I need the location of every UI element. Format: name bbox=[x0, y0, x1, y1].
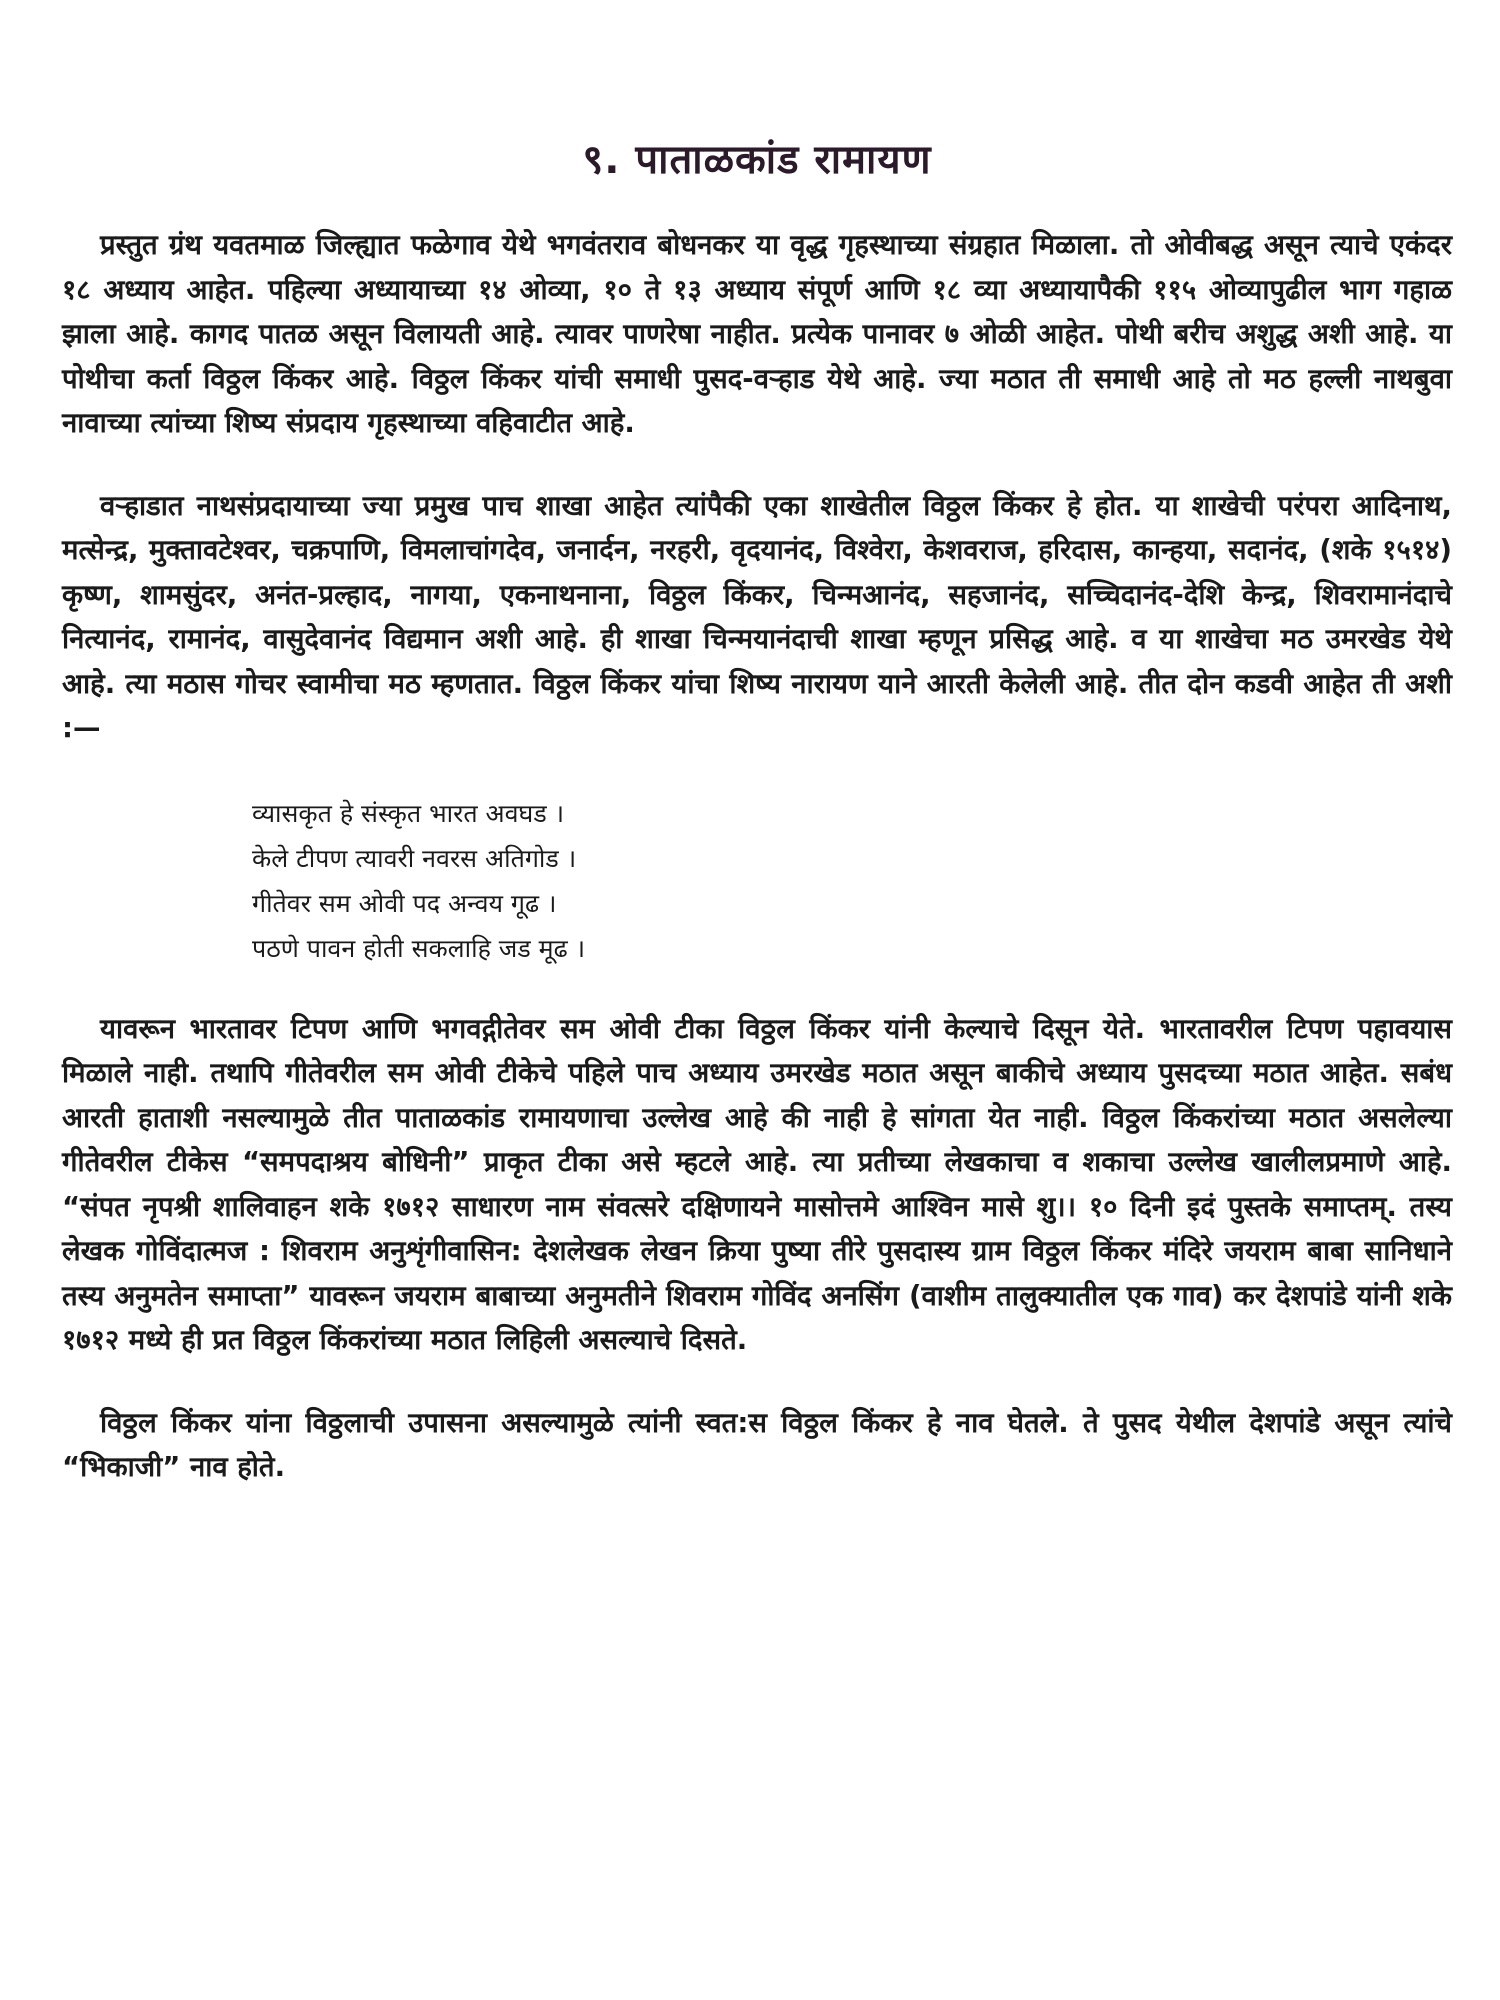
verse-line: व्यासकृत हे संस्कृत भारत अवघड । bbox=[252, 798, 565, 828]
paragraph-lineage: वऱ्हाडात नाथसंप्रदायाच्या ज्या प्रमुख पाच शाखा आहेत त्यांपैकी एका शाखेतील विठ्ठल किंकर हे होत. या शाखेची परंपरा आदिनाथ, मत्सेन्द्र, मुक्तावटेश्वर, चक्रपाणि, विमलाचांगदेव, जनार्दन, नरहरी, वृदयानंद, विश्वेरा, केशवराज, हरिदास, कान्हया, सदानंद, (शके १५१४) कृष्ण, शामसुंदर, अनंत-प्रल्हाद, नागया, एकनाथनाना, विठ्ठल किंकर, चिन्मआनंद, सहजानंद, सच्चिदानंद-देशि केन्द्र, शिवरामानंदाचे नित्यानंद, रामानंद, वासुदेवानंद विद्यमान अशी आहे. ही शाखा चिन्मयानंदाची शाखा म्हणून प्रसिद्ध आहे. व या शाखेचा मठ उमरखेड येथे आहे. त्या मठास गोचर स्वामीचा मठ म्हणतात. विठ्ठल किंकर यांचा शिष्य नारायण याने आरती केलेली आहे. तीत दोन कडवी आहेत ती अशी :— bbox=[62, 489, 1452, 744]
paragraph-gap bbox=[62, 446, 1452, 484]
chapter-title: ९. पाताळकांड रामायण bbox=[582, 137, 932, 183]
paragraph-intro: प्रस्तुत ग्रंथ यवतमाळ जिल्ह्यात फळेगाव येथे भगवंतराव बोधनकर या वृद्ध गृहस्थाच्या संग्रहात मिळाला. तो ओवीबद्ध असून त्याचे एकंदर १८ अध्याय आहेत. पहिल्या अध्यायाच्या १४ ओव्या, १० ते १३ अध्याय संपूर्ण आणि १८ व्या अध्यायापैकी ११५ ओव्यापुढील भाग गहाळ झाला आहे. कागद पातळ असून विलायती आहे. त्यावर पाणरेषा नाहीत. प्रत्येक पानावर ७ ओळी आहेत. पोथी बरीच अशुद्ध अशी आहे. या पोथीचा कर्ता विठ्ठल किंकर आहे. विठ्ठल किंकर यांची समाधी पुसद-वऱ्हाड येथे आहे. ज्या मठात ती समाधी आहे तो मठ हल्ली नाथबुवा नावाच्या त्यांच्या शिष्य संप्रदाय गृहस्थाच्या वहिवाटीत आहे. bbox=[62, 229, 1452, 439]
verse-line: केले टीपण त्यावरी नवरस अतिगोड । bbox=[252, 843, 577, 873]
verse-line: गीतेवर सम ओवी पद अन्वय गूढ । bbox=[252, 888, 557, 918]
paragraph-gap bbox=[62, 1363, 1452, 1401]
paragraph-author-name: विठ्ठल किंकर यांना विठ्ठलाची उपासना असल्यामुळे त्यांनी स्वत:स विठ्ठल किंकर हे नाव घेतले. ते पुसद येथील देशपांडे असून त्यांचे “भिकाजी” नाव होते. bbox=[62, 1406, 1452, 1483]
verse-line: पठणे पावन होती सकलाहि जड मूढ । bbox=[252, 933, 586, 963]
paragraph-commentary: यावरून भारतावर टिपण आणि भगवद्गीतेवर सम ओवी टीका विठ्ठल किंकर यांनी केल्याचे दिसून येते. भारतावरील टिपण पहावयास मिळाले नाही. तथापि गीतेवरील सम ओवी टीकेचे पहिले पाच अध्याय उमरखेड मठात असून बाकीचे अध्याय पुसदच्या मठात आहेत. सबंध आरती हाताशी नसल्यामुळे तीत पाताळकांड रामायणाचा उल्लेख आहे की नाही हे सांगता येत नाही. विठ्ठल किंकरांच्या मठात असलेल्या गीतेवरील टीकेस “समपदाश्रय बोधिनी” प्राकृत टीका असे म्हटले आहे. त्या प्रतीच्या लेखकाचा व शकाचा उल्लेख खालीलप्रमाणे आहे. “संपत नृपश्री शालिवाहन शके १७१२ साधारण नाम संवत्सरे दक्षिणायने मासोत्तमे आश्विन मासे शु।। १० दिनी इदं पुस्तके समाप्तम्. तस्य लेखक गोविंदात्मज : शिवराम अनुशृंगीवासिन: देशलेखक लेखन क्रिया पुष्या तीरे पुसदास्य ग्राम विठ्ठल किंकर मंदिरे जयराम बाबा सानिधाने तस्य अनुमतेन समाप्ता” यावरून जयराम बाबाच्या अनुमतीने शिवराम गोविंद अनसिंग (वाशीम तालुक्यातील एक गाव) कर देशपांडे यांनी शके १७१२ मध्ये ही प्रत विठ्ठल किंकरांच्या मठात लिहिली असल्याचे दिसते. bbox=[62, 1012, 1452, 1356]
aarti-verse bbox=[252, 791, 1452, 971]
